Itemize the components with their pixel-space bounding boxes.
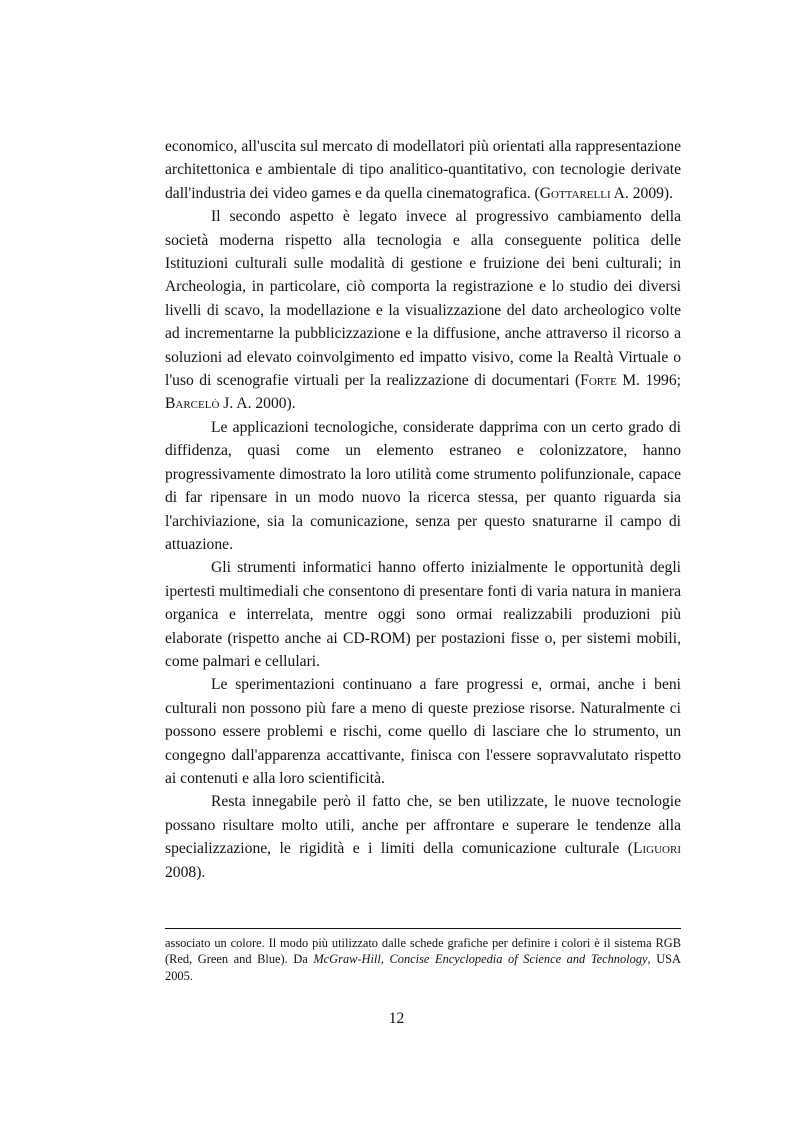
footnote [165, 935, 681, 984]
footnote-tail: , USA 2005. [165, 952, 681, 983]
footnote-separator [165, 928, 681, 929]
paragraph-4 [165, 556, 681, 673]
citation-author: Barcelò [165, 395, 220, 413]
paragraph-text: Le applicazioni tecnologiche, considerate dapprima con un certo grado di diffidenza, quasi come un elemento estraneo e colonizzatore, hanno progressivamente dimostrato la loro utilità come strumento polifunzionale, capace di far ripensare in un modo nuovo la ricerca stessa, per quanto riguarda sia l'archiviazione, sia la comunicazione, senza per questo snaturarne il campo di attuazione. [165, 418, 681, 553]
paragraph-text: Il secondo aspetto è legato invece al progressivo cambiamento della società moderna rispetto alla tecnologia e alla conseguente politica delle Istituzioni culturali sulle modalità di gestione e fruizione dei beni culturali; in Archeologia, in particolare, ciò comporta la registrazione e lo studio dei diversi livelli di scavo, la modellazione e la visualizzazione del dato archeologico volte ad incrementarne la pubblicizzazione e la diffusione, anche attraverso il ricorso a soluzioni ad elevato coinvolgimento ed impatto visivo, come la Realtà Virtuale o l'uso di scenografie virtuali per la realizzazione di documentari ( [165, 208, 681, 390]
citation-detail: A. 2009). [610, 184, 673, 202]
footnote-source: McGraw-Hill, Concise Encyclopedia of Science and Technology [313, 952, 648, 967]
citation-detail: M. 1996; [616, 372, 681, 390]
paragraph-6 [165, 790, 681, 884]
paragraph-text: Gli strumenti informatici hanno offerto inizialmente le opportunità degli ipertesti multimediali che consentono di presentare fonti di varia natura in maniera organica e interrelata, mentre oggi sono ormai realizzabili produzioni più elaborate (rispetto anche ai CD-ROM) per postazioni fisse o, per sistemi mobili, come palmari e cellulari. [165, 559, 681, 670]
citation-detail: 2008). [165, 863, 206, 881]
citation-detail: J. A. 2000). [219, 395, 296, 413]
paragraph-5 [165, 673, 681, 790]
page-number: 12 [388, 1010, 405, 1027]
paragraph-1 [165, 135, 681, 205]
paragraph-2 [165, 205, 681, 416]
paragraph-text: Resta innegabile però il fatto che, se ben utilizzate, le nuove tecnologie possano risultare molto utili, anche per affrontare e superare le tendenze alla specializzazione, le rigidità e i limiti della comunicazione culturale ( [165, 793, 681, 858]
paragraph-text: Le sperimentazioni continuano a fare progressi e, ormai, anche i beni culturali non possono più fare a meno di queste preziose risorse. Naturalmente ci possono essere problemi e rischi, come quello di lasciare che lo strumento, un congegno dall'apparenza accattivante, finisca con l'essere sopravvalutato rispetto ai contenuti e alla loro scientificità. [165, 676, 681, 787]
footnote-body: associato un colore. Il modo più utilizzato dalle schede grafiche per definire i colori è il sistema RGB (Red, Green and Blue). Da [165, 936, 681, 967]
paragraph-text: economico, all'uscita sul mercato di modellatori più orientati alla rappresentazione architettonica e ambientale di tipo analitico-quantitativo, con tecnologie derivate dall'industria dei video games e da quella cinematografica. ( [165, 138, 681, 202]
main-text [165, 135, 681, 884]
footnote-text [165, 935, 681, 984]
citation-author: Gottarelli [539, 184, 611, 202]
citation-author: Liguori [632, 840, 681, 858]
paragraph-3 [165, 416, 681, 556]
citation-author: Forte [580, 372, 617, 390]
